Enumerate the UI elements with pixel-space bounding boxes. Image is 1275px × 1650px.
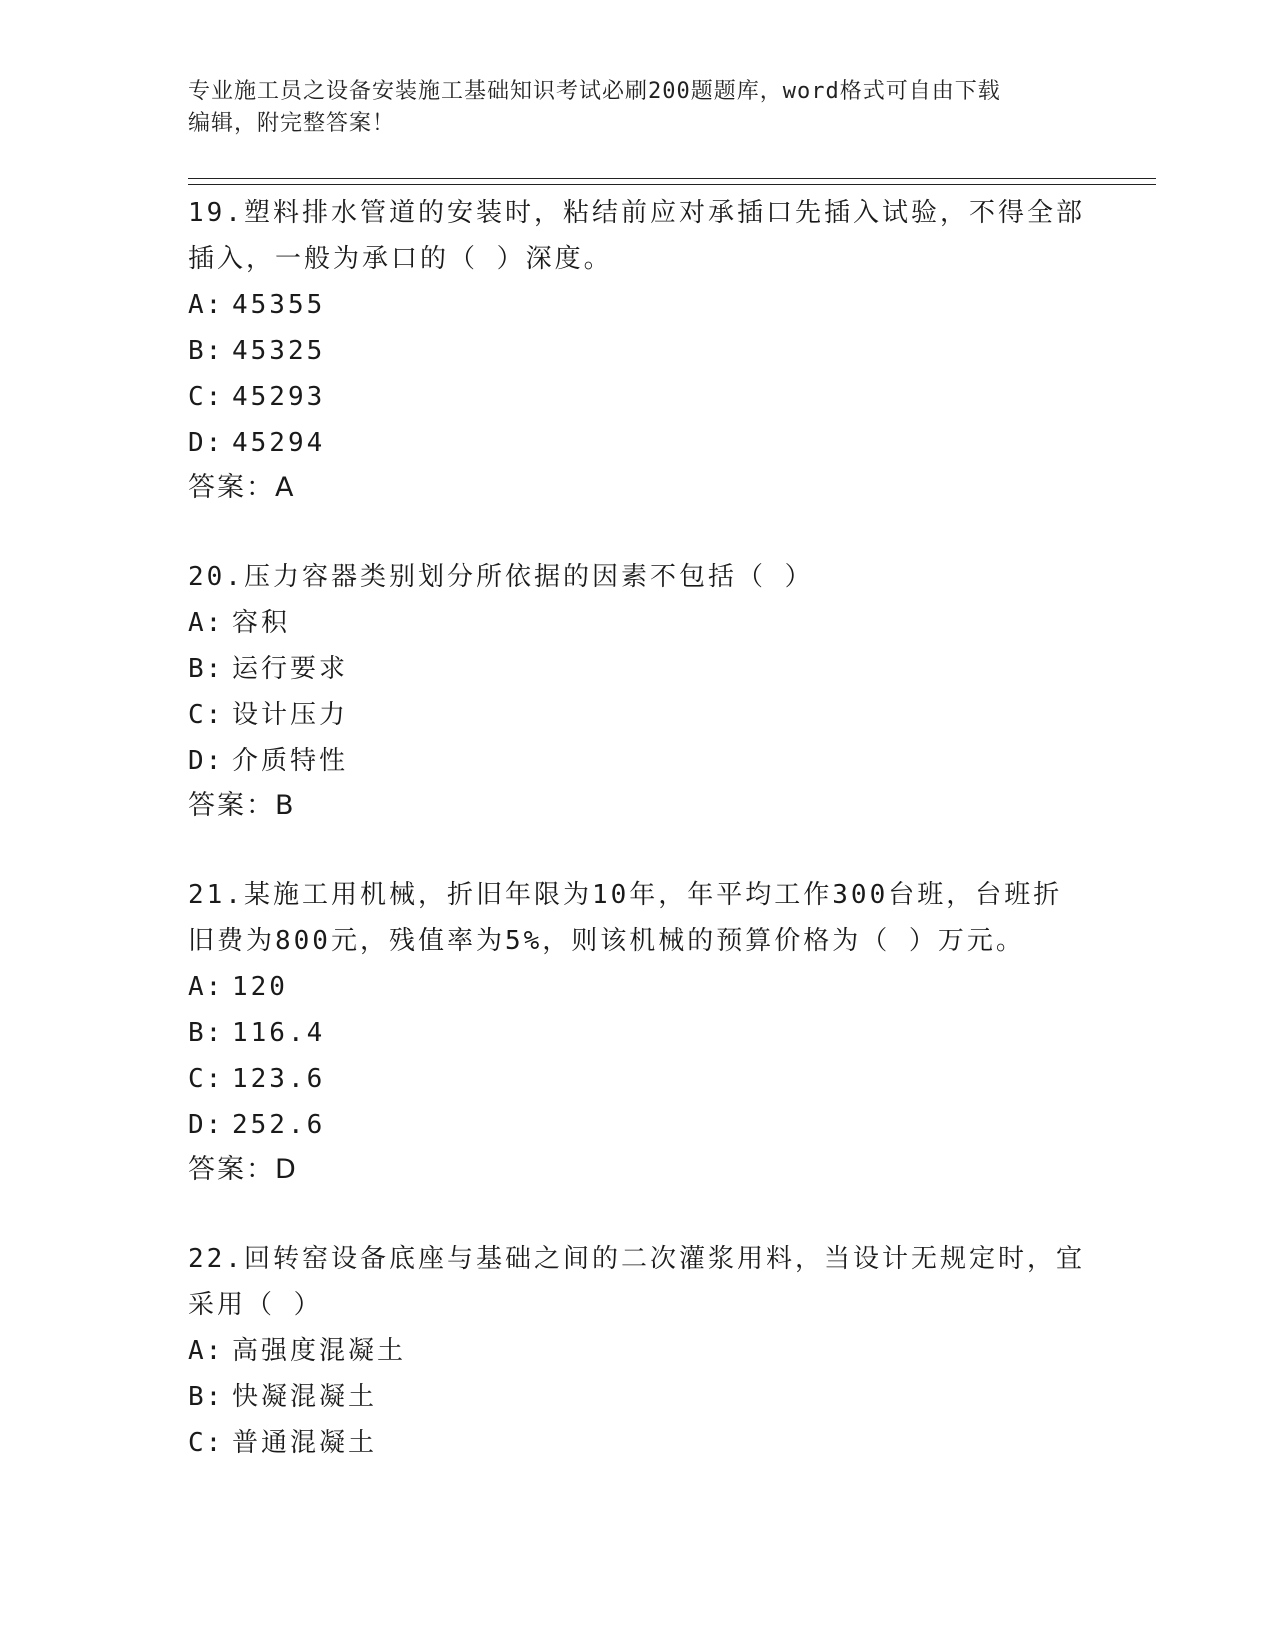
header-divider-top	[188, 178, 1156, 179]
option-letter: C:	[188, 382, 224, 412]
option-c	[188, 374, 1088, 420]
header-title-line-1: 专业施工员之设备安装施工基础知识考试必刷200题题库，word格式可自由下载	[188, 79, 1001, 104]
option-text: 45293	[232, 382, 326, 412]
option-letter: A:	[188, 608, 224, 638]
option-letter: B:	[188, 1018, 224, 1048]
option-text: 45294	[232, 428, 326, 458]
answer-line: 答案：B	[188, 790, 296, 821]
option-letter: C:	[188, 700, 224, 730]
option-b	[188, 328, 1088, 374]
option-a	[188, 282, 1088, 328]
option-c	[188, 1420, 1088, 1466]
header-divider-bottom	[188, 184, 1156, 185]
option-letter: C:	[188, 1428, 224, 1458]
option-d	[188, 1102, 1088, 1148]
option-letter: D:	[188, 746, 224, 776]
option-a	[188, 964, 1088, 1010]
option-letter: B:	[188, 654, 224, 684]
option-a	[188, 1328, 1088, 1374]
header-title-line-2: 编辑，附完整答案！	[188, 111, 396, 136]
option-b	[188, 646, 1088, 692]
question-text: 20.压力容器类别划分所依据的因素不包括（ ）	[188, 562, 814, 592]
option-text: 设计压力	[232, 700, 349, 730]
option-text: 容积	[232, 608, 291, 638]
option-b	[188, 1010, 1088, 1056]
option-letter: A:	[188, 1336, 224, 1366]
option-a	[188, 600, 1088, 646]
option-letter: A:	[188, 972, 224, 1002]
option-d	[188, 738, 1088, 784]
option-letter: A:	[188, 290, 224, 320]
option-letter: C:	[188, 1064, 224, 1094]
option-text: 高强度混凝土	[232, 1336, 407, 1366]
option-c	[188, 692, 1088, 738]
question-22	[188, 1236, 1088, 1466]
option-letter: B:	[188, 1382, 224, 1412]
answer-line: 答案：D	[188, 1154, 298, 1185]
option-letter: B:	[188, 336, 224, 366]
question-text: 21.某施工用机械，折旧年限为10年，年平均工作300台班，台班折旧费为800元，残值率为5%，则该机械的预算价格为（ ）万元。	[188, 880, 1063, 956]
option-text: 123.6	[232, 1064, 326, 1094]
option-text: 116.4	[232, 1018, 326, 1048]
option-text: 运行要求	[232, 654, 349, 684]
option-text: 252.6	[232, 1110, 326, 1140]
answer-line: 答案：A	[188, 472, 296, 503]
question-19	[188, 190, 1088, 510]
option-text: 120	[232, 972, 288, 1002]
document-header	[188, 76, 1088, 140]
question-21	[188, 872, 1088, 1192]
option-text: 普通混凝土	[232, 1428, 378, 1458]
option-c	[188, 1056, 1088, 1102]
option-letter: D:	[188, 1110, 224, 1140]
option-letter: D:	[188, 428, 224, 458]
question-text: 22.回转窑设备底座与基础之间的二次灌浆用料，当设计无规定时，宜采用（ ）	[188, 1244, 1085, 1320]
question-list	[188, 190, 1088, 1510]
option-text: 45325	[232, 336, 326, 366]
option-b	[188, 1374, 1088, 1420]
option-text: 介质特性	[232, 746, 349, 776]
option-text: 快凝混凝土	[232, 1382, 378, 1412]
option-d	[188, 420, 1088, 466]
option-text: 45355	[232, 290, 326, 320]
question-text: 19.塑料排水管道的安装时，粘结前应对承插口先插入试验，不得全部插入，一般为承口的（ ）深度。	[188, 198, 1085, 274]
question-20	[188, 554, 1088, 828]
